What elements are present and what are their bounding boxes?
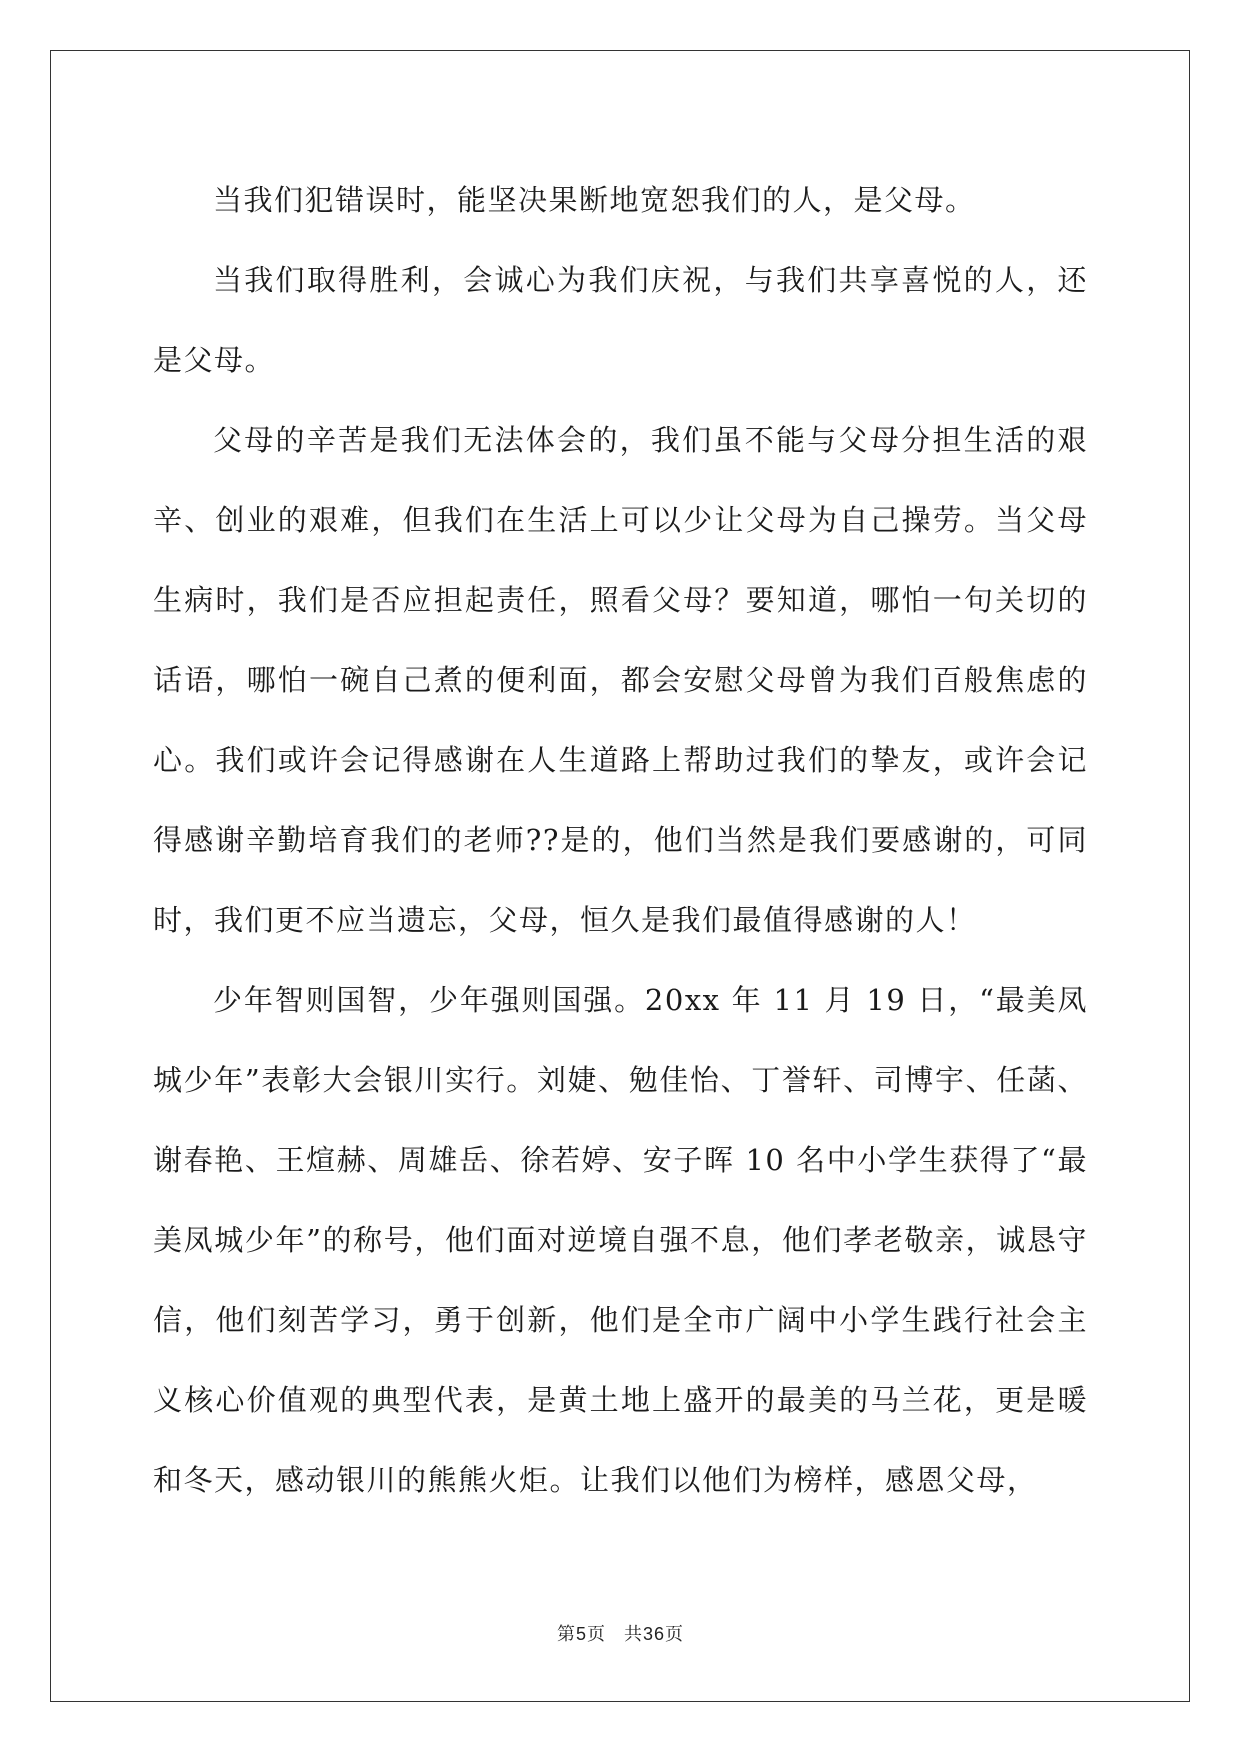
paragraph-4: 少年智则国智，少年强则国强。20xx 年 11 月 19 日，“最美凤城少年”表彰大会银川实行。刘婕、勉佳怡、丁誉轩、司博宇、任菡、谢春艳、王煊赫、周雄岳、徐若婷、安子晖 10 名中小学生获得了“最美凤城少年”的称号，他们面对逆境自强不息，他们孝老敬亲，诚恳守信，他们刻苦学习，勇于创新，他们是全市广阔中小学生践行社会主义核心价值观的典型代表，是黄土地上盛开的最美的马兰花，更是暖和冬天，感动银川的熊熊火炬。让我们以他们为榜样，感恩父母， bbox=[153, 983, 1088, 1497]
total-pages: 36 bbox=[642, 1624, 666, 1644]
page-number: 5 bbox=[575, 1624, 587, 1644]
paragraph-1: 当我们犯错误时，能坚决果断地宽恕我们的人，是父母。 bbox=[213, 183, 976, 217]
paragraph-2: 当我们取得胜利，会诚心为我们庆祝，与我们共享喜悦的人，还是父母。 bbox=[153, 263, 1088, 377]
total-suffix: 页 bbox=[665, 1624, 685, 1645]
paragraph-3: 父母的辛苦是我们无法体会的，我们虽不能与父母分担生活的艰辛、创业的艰难，但我们在生活上可以少让父母为自己操劳。当父母生病时，我们是否应担起责任，照看父母？要知道，哪怕一句关切的话语，哪怕一碗自己煮的便利面，都会安慰父母曾为我们百般焦虑的心。我们或许会记得感谢在人生道路上帮助过我们的挚友，或许会记得感谢辛勤培育我们的老师??是的，他们当然是我们要感谢的，可同时，我们更不应当遗忘，父母，恒久是我们最值得感谢的人！ bbox=[153, 423, 1088, 937]
page-footer bbox=[0, 1620, 1241, 1646]
page-prefix: 第 bbox=[556, 1624, 576, 1645]
total-prefix: 共 bbox=[623, 1624, 643, 1645]
page-suffix: 页 bbox=[586, 1624, 606, 1645]
document-body bbox=[153, 160, 1088, 1520]
